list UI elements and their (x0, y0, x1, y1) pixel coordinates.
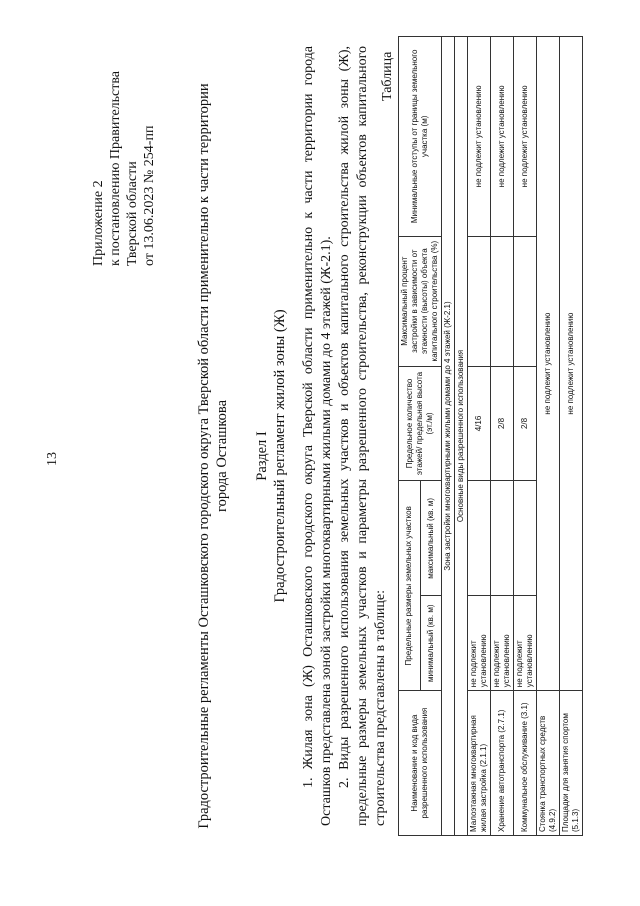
cell-percent (514, 236, 537, 366)
cell-floors: 2/8 (491, 366, 514, 481)
paragraph: 2. Виды разрешенного использования земельных участков и объектов капитального строительства жилой зоны (Ж), предельные размеры земельных участков и параметры разрешенного строительства, реконструкции объектов капитального строительства представлены в таблице: (337, 46, 388, 826)
cell-max (514, 481, 537, 596)
header-min: минимальный (кв. м) (420, 596, 442, 691)
cell-percent (468, 236, 491, 366)
cell-span: не подлежит установлению (537, 37, 560, 691)
cell-name: Площадки для занятия спортом (5.1.3) (560, 691, 583, 836)
table-label: Таблица (380, 51, 395, 101)
cell-max (468, 481, 491, 596)
header-name: Наименование и код вида разрешенного использования (399, 691, 442, 836)
body-text (300, 46, 390, 826)
cell-min: не подлежит установлению (468, 596, 491, 691)
paragraph: 1. Жилая зона (Ж) Осташковского городского округа Тверской области применительно к части территории города Осташков представлена зоной застройки многоквартирными жилыми домами до 4 этажей (Ж-2.1). (301, 46, 334, 826)
table-row (514, 37, 537, 836)
page-number: 13 (45, 452, 60, 466)
table-row (491, 37, 514, 836)
cell-percent (491, 236, 514, 366)
section-subheading: Градостроительный регламент жилой зоны (Ж) (272, 309, 288, 603)
table-row (537, 37, 560, 836)
regulation-table (398, 36, 583, 836)
cell-min: не подлежит установлению (491, 596, 514, 691)
cell-max (491, 481, 514, 596)
cell-name: Коммунальное обслуживание (3.1) (514, 691, 537, 836)
appendix-line: к постановлению Правительства (108, 70, 123, 266)
cell-min: не подлежит установлению (514, 596, 537, 691)
header-max: максимальный (кв. м) (420, 481, 442, 596)
header-size-group: Предельные размеры земельных участков (399, 481, 421, 691)
cell-setback: не подлежит установлению (468, 37, 491, 237)
cell-name: Стоянка транспортных средств (4.9.2) (537, 691, 560, 836)
cell-setback: не подлежит установлению (514, 37, 537, 237)
appendix-header (90, 71, 158, 266)
zone-row: Зона застройки многоквартирными жилыми домами до 4 этажей (Ж-2.1) (442, 37, 455, 836)
cell-setback: не подлежит установлению (491, 37, 514, 237)
cell-name: Хранение автотранспорта (2.7.1) (491, 691, 514, 836)
header-setback: Минимальные отступы от границы земельного участка (м) (399, 37, 442, 237)
header-percent: Максимальный процент застройки в зависимости от этажности (высоты) объекта капитального строительства (%) (399, 236, 442, 366)
table-row (468, 37, 491, 836)
cell-floors: 2/8 (514, 366, 537, 481)
table-row (560, 37, 583, 836)
cell-name: Малоэтажная многоквартирная жилая застройка (2.1.1) (468, 691, 491, 836)
group-row: Основные виды разрешенного использования (455, 37, 468, 836)
section-heading-block (253, 66, 289, 846)
cell-floors: 4/16 (468, 366, 491, 481)
cell-span: не подлежит установлению (560, 37, 583, 691)
appendix-line: Тверской области (125, 161, 140, 266)
appendix-line: от 13.06.2023 № 254-пп (142, 125, 157, 266)
header-floors: Предельное количество этажей/ предельная высота (эт./м) (399, 366, 442, 481)
appendix-line: Приложение 2 (91, 180, 106, 266)
section-heading: Раздел I (254, 431, 270, 481)
document-title: Градостроительные регламенты Осташковского городского округа Тверской области применительно к части территории города Осташкова (196, 83, 230, 829)
